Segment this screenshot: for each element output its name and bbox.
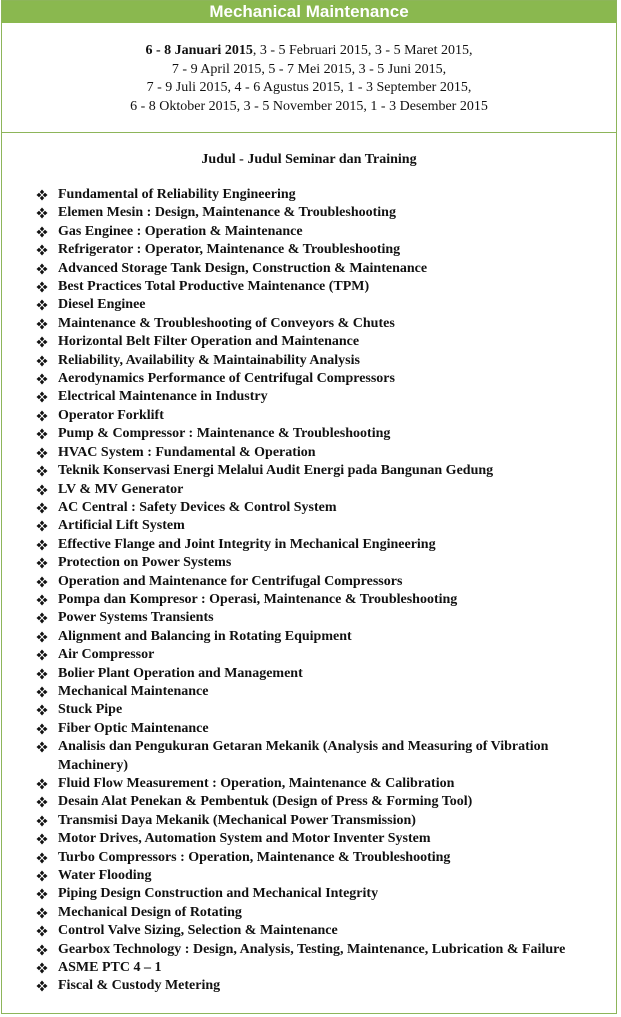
list-item bbox=[36, 793, 596, 811]
four-diamond-bullet-icon bbox=[36, 388, 50, 406]
topic-label: Horizontal Belt Filter Operation and Maintenance bbox=[58, 334, 360, 350]
topic-label: Stuck Pipe bbox=[58, 702, 123, 718]
list-item bbox=[36, 738, 596, 775]
four-diamond-bullet-icon bbox=[36, 885, 50, 903]
topic-label: Reliability, Availability & Maintainability Analysis bbox=[58, 352, 360, 368]
list-item bbox=[36, 720, 596, 738]
list-item bbox=[36, 241, 596, 259]
list-item bbox=[36, 296, 596, 314]
list-item bbox=[36, 830, 596, 848]
four-diamond-bullet-icon bbox=[36, 646, 50, 664]
topic-label: Artificial Lift System bbox=[58, 518, 185, 534]
list-item bbox=[36, 407, 596, 425]
list-item bbox=[36, 481, 596, 499]
topic-label: Mechanical Design of Rotating bbox=[58, 904, 242, 920]
topic-label: Advanced Storage Tank Design, Construction & Maintenance bbox=[58, 260, 428, 276]
topic-label: ASME PTC 4 – 1 bbox=[58, 960, 162, 976]
list-item bbox=[36, 315, 596, 333]
list-item bbox=[36, 462, 596, 480]
list-item bbox=[36, 904, 596, 922]
four-diamond-bullet-icon bbox=[36, 315, 50, 333]
four-diamond-bullet-icon bbox=[36, 609, 50, 627]
topic-label: Fundamental of Reliability Engineering bbox=[58, 187, 296, 202]
list-item bbox=[36, 609, 596, 627]
four-diamond-bullet-icon bbox=[36, 793, 50, 811]
topic-label: Effective Flange and Joint Integrity in Mechanical Engineering bbox=[58, 536, 436, 552]
topic-label: Refrigerator : Operator, Maintenance & Troubleshooting bbox=[58, 242, 401, 258]
four-diamond-bullet-icon bbox=[36, 278, 50, 296]
four-diamond-bullet-icon bbox=[36, 738, 50, 756]
topic-label: Motor Drives, Automation System and Motor Inventer System bbox=[58, 831, 431, 847]
schedule-dates bbox=[2, 23, 616, 133]
list-item bbox=[36, 333, 596, 351]
four-diamond-bullet-icon bbox=[36, 591, 50, 609]
topic-label: LV & MV Generator bbox=[58, 481, 184, 497]
list-item bbox=[36, 628, 596, 646]
four-diamond-bullet-icon bbox=[36, 370, 50, 388]
four-diamond-bullet-icon bbox=[36, 241, 50, 259]
four-diamond-bullet-icon bbox=[36, 407, 50, 425]
list-item bbox=[36, 867, 596, 885]
list-item bbox=[36, 370, 596, 388]
four-diamond-bullet-icon bbox=[36, 536, 50, 554]
topic-label: Fiber Optic Maintenance bbox=[58, 720, 209, 736]
list-item bbox=[36, 388, 596, 406]
topic-label: Aerodynamics Performance of Centrifugal Compressors bbox=[58, 371, 395, 387]
four-diamond-bullet-icon bbox=[36, 849, 50, 867]
list-item bbox=[36, 186, 596, 204]
four-diamond-bullet-icon bbox=[36, 517, 50, 535]
topic-label: Pump & Compressor : Maintenance & Troubleshooting bbox=[58, 426, 391, 442]
topic-label: Mechanical Maintenance bbox=[58, 683, 209, 699]
four-diamond-bullet-icon bbox=[36, 554, 50, 572]
topic-label: HVAC System : Fundamental & Operation bbox=[58, 444, 316, 460]
list-item bbox=[36, 536, 596, 554]
list-item bbox=[36, 444, 596, 462]
topic-label: Analisis dan Pengukuran Getaran Mekanik (Analysis and Measuring of Vibration Machinery) bbox=[58, 739, 549, 773]
list-item bbox=[36, 885, 596, 903]
topic-label: Electrical Maintenance in Industry bbox=[58, 389, 268, 405]
dates-line-3: 7 - 9 Juli 2015, 4 - 6 Agustus 2015, 1 - 3 September 2015, bbox=[146, 80, 472, 95]
four-diamond-bullet-icon bbox=[36, 904, 50, 922]
list-item bbox=[36, 204, 596, 222]
topic-label: Best Practices Total Productive Maintenance (TPM) bbox=[58, 279, 370, 295]
four-diamond-bullet-icon bbox=[36, 352, 50, 370]
list-item bbox=[36, 775, 596, 793]
list-item bbox=[36, 223, 596, 241]
four-diamond-bullet-icon bbox=[36, 260, 50, 278]
topic-label: Diesel Enginee bbox=[58, 297, 146, 313]
list-item bbox=[36, 646, 596, 664]
dates-line-1-rest: , 3 - 5 Februari 2015, 3 - 5 Maret 2015, bbox=[252, 43, 473, 58]
list-item bbox=[36, 977, 596, 995]
list-item bbox=[36, 425, 596, 443]
dates-first-bold: 6 - 8 Januari 2015 bbox=[145, 43, 253, 58]
four-diamond-bullet-icon bbox=[36, 186, 50, 204]
topic-label: Fiscal & Custody Metering bbox=[58, 978, 221, 994]
topic-label: Teknik Konservasi Energi Melalui Audit Energi pada Bangunan Gedung bbox=[58, 463, 494, 479]
four-diamond-bullet-icon bbox=[36, 683, 50, 701]
four-diamond-bullet-icon bbox=[36, 775, 50, 793]
topic-label: Transmisi Daya Mekanik (Mechanical Power Transmission) bbox=[58, 812, 416, 828]
list-item bbox=[36, 517, 596, 535]
list-item bbox=[36, 959, 596, 977]
four-diamond-bullet-icon bbox=[36, 867, 50, 885]
list-item bbox=[36, 922, 596, 940]
four-diamond-bullet-icon bbox=[36, 573, 50, 591]
four-diamond-bullet-icon bbox=[36, 462, 50, 480]
topic-label: Piping Design Construction and Mechanical Integrity bbox=[58, 886, 379, 902]
topic-label: Operator Forklift bbox=[58, 407, 164, 423]
list-item bbox=[36, 499, 596, 517]
list-item bbox=[36, 260, 596, 278]
topic-label: AC Central : Safety Devices & Control System bbox=[58, 499, 337, 515]
topic-list bbox=[2, 186, 616, 996]
four-diamond-bullet-icon bbox=[36, 425, 50, 443]
topic-label: Gas Enginee : Operation & Maintenance bbox=[58, 223, 303, 239]
four-diamond-bullet-icon bbox=[36, 812, 50, 830]
topic-label: Fluid Flow Measurement : Operation, Maintenance & Calibration bbox=[58, 776, 455, 791]
topic-label: Air Compressor bbox=[58, 647, 155, 663]
topic-label: Desain Alat Penekan & Pembentuk (Design of Press & Forming Tool) bbox=[58, 794, 473, 810]
four-diamond-bullet-icon bbox=[36, 922, 50, 940]
topic-label: Bolier Plant Operation and Management bbox=[58, 665, 303, 681]
list-item bbox=[36, 665, 596, 683]
topic-label: Operation and Maintenance for Centrifugal Compressors bbox=[58, 573, 403, 589]
dates-line-1 bbox=[2, 42, 616, 61]
four-diamond-bullet-icon bbox=[36, 444, 50, 462]
four-diamond-bullet-icon bbox=[36, 499, 50, 517]
list-item bbox=[36, 849, 596, 867]
four-diamond-bullet-icon bbox=[36, 204, 50, 222]
list-item bbox=[36, 941, 596, 959]
four-diamond-bullet-icon bbox=[36, 223, 50, 241]
four-diamond-bullet-icon bbox=[36, 941, 50, 959]
topic-label: Power Systems Transients bbox=[58, 610, 214, 626]
dates-line-2: 7 - 9 April 2015, 5 - 7 Mei 2015, 3 - 5 Juni 2015, bbox=[171, 61, 447, 77]
topic-label: Elemen Mesin : Design, Maintenance & Troubleshooting bbox=[58, 205, 396, 221]
four-diamond-bullet-icon bbox=[36, 701, 50, 719]
section-title: Judul - Judul Seminar dan Training bbox=[201, 152, 417, 167]
list-item bbox=[36, 701, 596, 719]
topic-label: Turbo Compressors : Operation, Maintenance & Troubleshooting bbox=[58, 849, 451, 865]
list-item bbox=[36, 352, 596, 370]
topic-label: Control Valve Sizing, Selection & Maintenance bbox=[58, 923, 338, 939]
four-diamond-bullet-icon bbox=[36, 959, 50, 977]
topic-label: Alignment and Balancing in Rotating Equipment bbox=[58, 628, 352, 644]
list-item bbox=[36, 683, 596, 701]
list-item bbox=[36, 812, 596, 830]
dates-line-4: 6 - 8 Oktober 2015, 3 - 5 November 2015, 1 - 3 Desember 2015 bbox=[130, 98, 488, 114]
topic-label: Gearbox Technology : Design, Analysis, Testing, Maintenance, Lubrication & Failure bbox=[58, 941, 566, 957]
topic-label: Maintenance & Troubleshooting of Conveyors & Chutes bbox=[58, 315, 395, 331]
list-item bbox=[36, 554, 596, 572]
topic-label: Water Flooding bbox=[58, 868, 152, 884]
four-diamond-bullet-icon bbox=[36, 830, 50, 848]
four-diamond-bullet-icon bbox=[36, 665, 50, 683]
page-title: Mechanical Maintenance bbox=[2, 1, 616, 23]
four-diamond-bullet-icon bbox=[36, 333, 50, 351]
four-diamond-bullet-icon bbox=[36, 628, 50, 646]
four-diamond-bullet-icon bbox=[36, 481, 50, 499]
topic-label: Pompa dan Kompresor : Operasi, Maintenance & Troubleshooting bbox=[58, 591, 458, 607]
four-diamond-bullet-icon bbox=[36, 977, 50, 995]
list-item bbox=[36, 278, 596, 296]
four-diamond-bullet-icon bbox=[36, 720, 50, 738]
list-item bbox=[36, 591, 596, 609]
list-item bbox=[36, 573, 596, 591]
four-diamond-bullet-icon bbox=[36, 296, 50, 314]
content-frame bbox=[1, 0, 617, 1014]
topic-label: Protection on Power Systems bbox=[58, 555, 232, 571]
